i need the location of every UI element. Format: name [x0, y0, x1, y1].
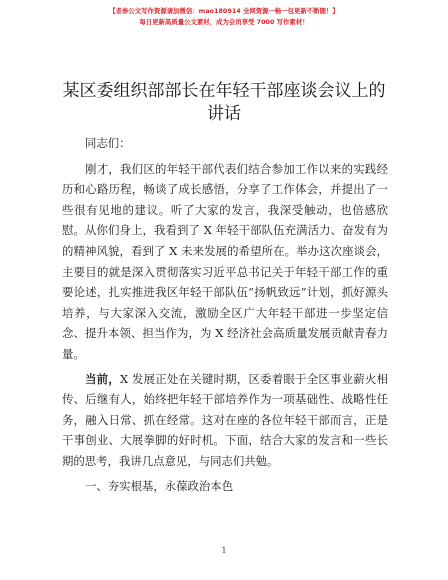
paragraph-2-text: X 发展正处在关键时期，区委着眼于全区事业薪火相传、后继有人，始终把年轻干部培养作为一项基础性、战略性任务，融入日常、抓在经常。这对在座的各位年轻干部而言，正是干事创业、大展拳脚的好时机。下面，结合大家的发言和一些长期的思考，我讲几点意见，与同志们共勉。: [62, 371, 388, 468]
document-body: [62, 133, 388, 496]
document-title: 某区委组织部部长在年轻干部座谈会议上的讲话: [62, 81, 386, 124]
section-heading-1: 一、夯实根基，永葆政治本色: [85, 478, 234, 493]
promo-banner: [0, 6, 448, 28]
paragraph-2: [62, 369, 388, 472]
paragraph-1: 刚才，我们区的年轻干部代表们结合参加工作以来的实践经历和心路历程，畅谈了成长感悟，分享了工作体会，并提出了一些很有见地的建议。听了大家的发言，我深受触动，也倍感欣慰。从你们身上，我看到了 X 年轻干部队伍充满活力、奋发有为的精神风貌，看到了 X 未来发展的希望所在。举办这次座谈会，主要目的就是深入贯彻落实习近平总书记关于年轻干部工作的重要论述，扎实推进我区年轻干部队伍“扬帆致远”计划，抓好源头培养，与大家深入交流，激励全区广大年轻干部进一步坚定信念、提升本领、担当作为，为 X 经济社会高质量发展贡献青春力量。: [62, 161, 388, 361]
paragraph-2-lead: 当前，: [85, 371, 120, 386]
promo-banner-line1: 【老参公文写作资源请加微信：mao180914 全网资源一畅一包更新不断随！】: [109, 7, 339, 15]
page-number: 1: [221, 546, 227, 555]
promo-banner-line2: 每日更新高质量公文素材，成为会员享受 7000 写作素材！: [139, 18, 309, 26]
salutation: 同志们：: [85, 136, 131, 150]
